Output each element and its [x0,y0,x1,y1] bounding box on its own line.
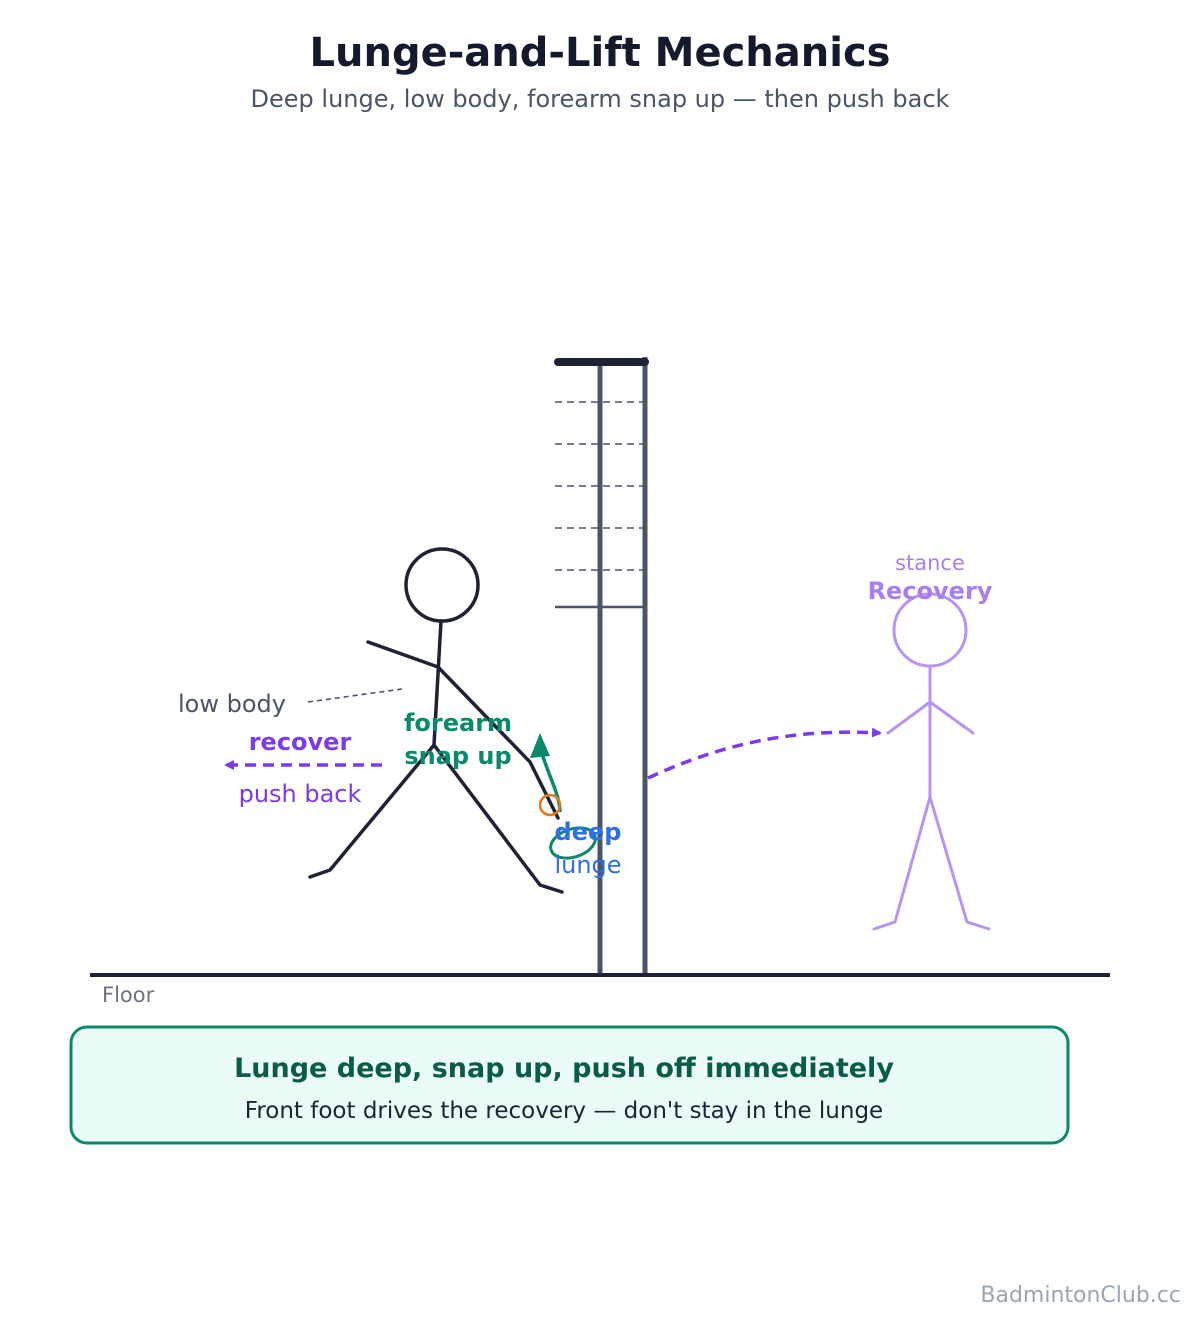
net [555,357,645,975]
recovery-right-leg [930,797,989,929]
recovery-left-leg [874,797,930,929]
recovery-trajectory-arrow [648,732,880,778]
stance-label: stance [895,551,965,575]
forearm-label: forearm [403,709,513,737]
snap-up-label: snap up [404,742,512,770]
page-subtitle: Deep lunge, low body, forearm snap up — then push back [250,85,950,113]
brand-watermark: BadmintonClub.cc [980,1283,1181,1308]
player-head [406,549,478,621]
push-back-label: push back [238,780,362,808]
callout-body: Front foot drives the recovery — don't stay in the lunge [244,1098,884,1124]
low-body-leader [308,689,402,702]
lunge-label: lunge [554,851,622,879]
player-back-arm [368,642,438,667]
snap-up-arrow-head [530,733,550,758]
recovery-label: Recovery [867,577,993,605]
deep-label: deep [554,818,622,846]
low-body-label: low body [178,690,286,718]
callout-box [71,1027,1068,1143]
recovery-player [874,594,989,929]
page-title: Lunge-and-Lift Mechanics [309,30,891,76]
floor-label: Floor [102,983,155,1007]
recover-label: recover [248,728,352,756]
callout-title: Lunge deep, snap up, push off immediately [234,1053,894,1084]
